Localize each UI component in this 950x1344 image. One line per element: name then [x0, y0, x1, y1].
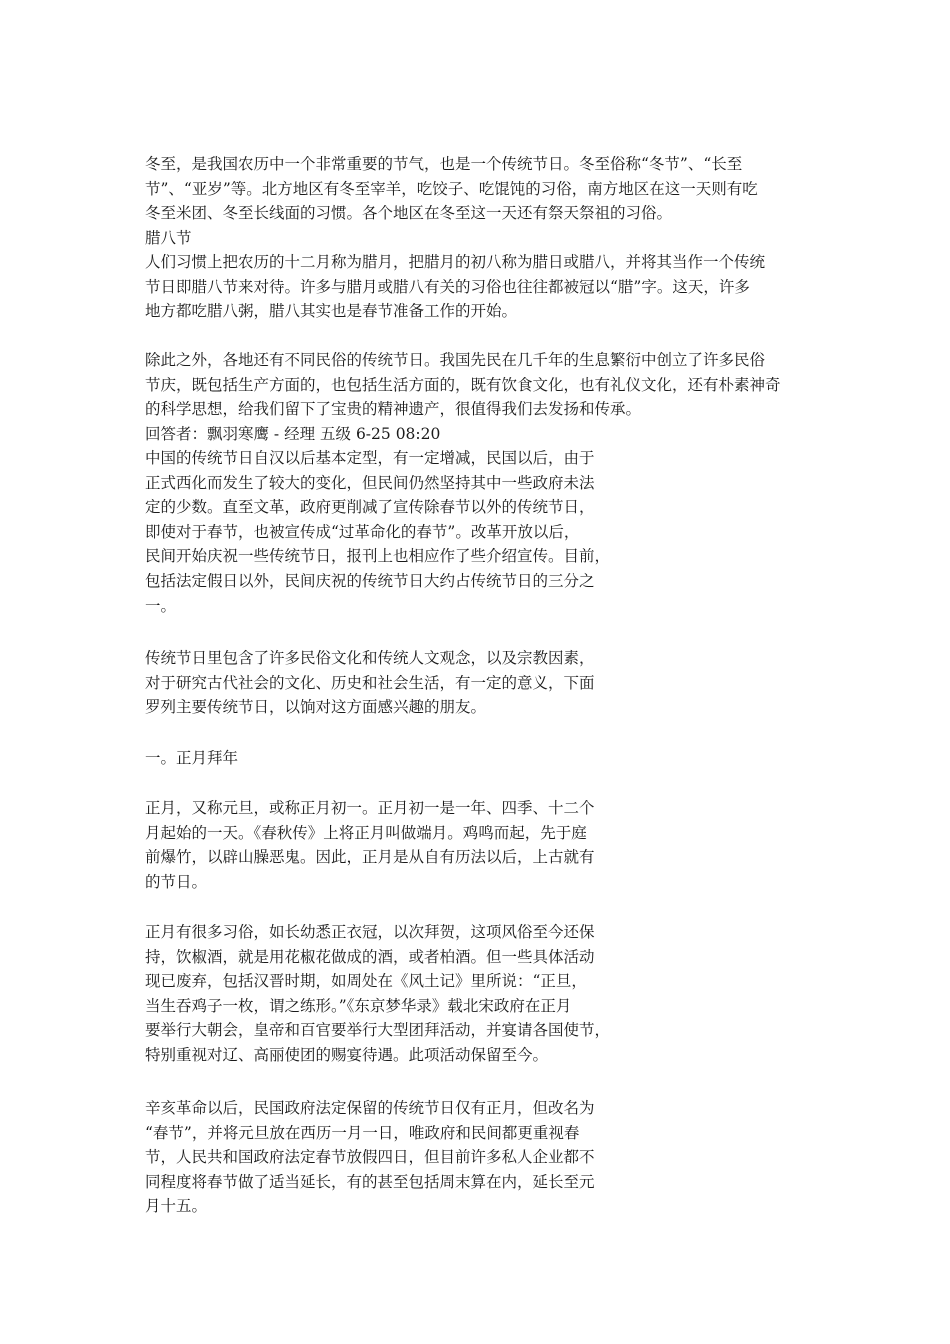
text-line: 正月有很多习俗，如长幼悉正衣冠，以次拜贺，这项风俗至今还保	[145, 923, 595, 941]
text-line: 冬至米团、冬至长线面的习惯。各个地区在冬至这一天还有祭天祭祖的习俗。	[145, 204, 673, 223]
xinhai-paragraph	[145, 1096, 635, 1219]
section1-heading	[145, 746, 635, 771]
text-line: 辛亥革命以后，民国政府法定保留的传统节日仅有正月，但改名为	[145, 1099, 595, 1117]
text-line: 即使对于春节，也被宣传成“过革命化的春节”。改革开放以后，	[145, 522, 580, 541]
text-line: 中国的传统节日自汉以后基本定型，有一定增减，民国以后，由于	[145, 449, 595, 467]
text-line: 节”、“亚岁”等。北方地区有冬至宰羊，吃饺子、吃馄饨的习俗，南方地区在这一天则有吃	[145, 179, 758, 198]
text-line: 罗列主要传统节日，以饷对这方面感兴趣的朋友。	[145, 698, 487, 717]
text-line: 的科学思想，给我们留下了宝贵的精神遗产，很值得我们去发扬和传承。	[145, 400, 642, 419]
text-line: 当生吞鸡子一枚，谓之练形。”《东京梦华录》载北宋政府在正月	[145, 996, 572, 1015]
answerer-info: 回答者：飘羽寒鹰 - 经理 五级 6-25 08:20	[145, 425, 441, 443]
text-line: 前爆竹，以辟山臊恶鬼。因此，正月是从自有历法以后，上古就有	[145, 848, 595, 867]
text-line: 持，饮椒酒，就是用花椒花做成的酒，或者柏酒。但一些具体活动	[145, 947, 595, 966]
text-line: 月起始的一天。《春秋传》上将正月叫做端月。鸡鸣而起，先于庭	[145, 823, 587, 842]
answerer-line	[145, 422, 810, 447]
text-line: 月十五。	[145, 1197, 208, 1216]
text-line: 节日即腊八节来对待。许多与腊月或腊八有关的习俗也往往都被冠以“腊”字。这天，许多	[145, 277, 750, 296]
customs-paragraph	[145, 920, 635, 1068]
text-line: 对于研究古代社会的文化、历史和社会生活，有一定的意义，下面	[145, 673, 595, 692]
section-heading: 腊八节	[145, 229, 192, 247]
text-line: 节，人民共和国政府法定春节放假四日，但目前许多私人企业都不	[145, 1148, 595, 1167]
laba-heading	[145, 226, 810, 251]
text-line: 传统节日里包含了许多民俗文化和传统人文观念，以及宗教因素，	[145, 649, 595, 667]
text-line: 节庆，既包括生产方面的，也包括生活方面的，既有饮食文化，也有礼仪文化，还有朴素神奇	[145, 375, 781, 394]
text-line: 人们习惯上把农历的十二月称为腊月，把腊月的初八称为腊日或腊八，并将其当作一个传统	[145, 253, 766, 271]
zhengyue-paragraph	[145, 796, 635, 894]
text-line: 冬至，是我国农历中一个非常重要的节气，也是一个传统节日。冬至俗称“冬节”、“长至	[145, 155, 743, 173]
text-line: “春节”，并将元旦放在西历一月一日，唯政府和民间都更重视春	[145, 1123, 580, 1142]
text-line: 正月，又称元旦，或称正月初一。正月初一是一年、四季、十二个	[145, 799, 595, 817]
section-heading: 一。正月拜年	[145, 749, 239, 767]
text-line: 除此之外，各地还有不同民俗的传统节日。我国先民在几千年的生息繁衍中创立了许多民俗	[145, 351, 766, 369]
text-line: 地方都吃腊八粥，腊八其实也是春节准备工作的开始。	[145, 302, 518, 321]
laba-paragraph	[145, 250, 810, 324]
other-festivals-paragraph	[145, 348, 810, 422]
text-line: 包括法定假日以外，民间庆祝的传统节日大约占传统节日的三分之	[145, 571, 595, 590]
text-line: 正式西化而发生了较大的变化，但民间仍然坚持其中一些政府未法	[145, 473, 595, 492]
dongzhi-paragraph	[145, 152, 810, 226]
text-line: 现已废弃，包括汉晋时期，如周处在《风土记》里所说：“正旦，	[145, 972, 587, 991]
text-line: 一。	[145, 596, 177, 615]
text-line: 定的少数。直至文革，政府更削减了宣传除春节以外的传统节日，	[145, 498, 595, 517]
intro-paragraph	[145, 646, 635, 720]
text-line: 要举行大朝会，皇帝和百官要举行大型团拜活动，并宴请各国使节，	[145, 1021, 611, 1040]
text-line: 同程度将春节做了适当延长，有的甚至包括周末算在内，延长至元	[145, 1172, 595, 1191]
text-line: 民间开始庆祝一些传统节日，报刊上也相应作了些介绍宣传。目前，	[145, 547, 611, 566]
history-paragraph	[145, 446, 635, 618]
text-line: 的节日。	[145, 872, 208, 891]
text-line: 特别重视对辽、高丽使团的赐宴待遇。此项活动保留至今。	[145, 1045, 549, 1064]
